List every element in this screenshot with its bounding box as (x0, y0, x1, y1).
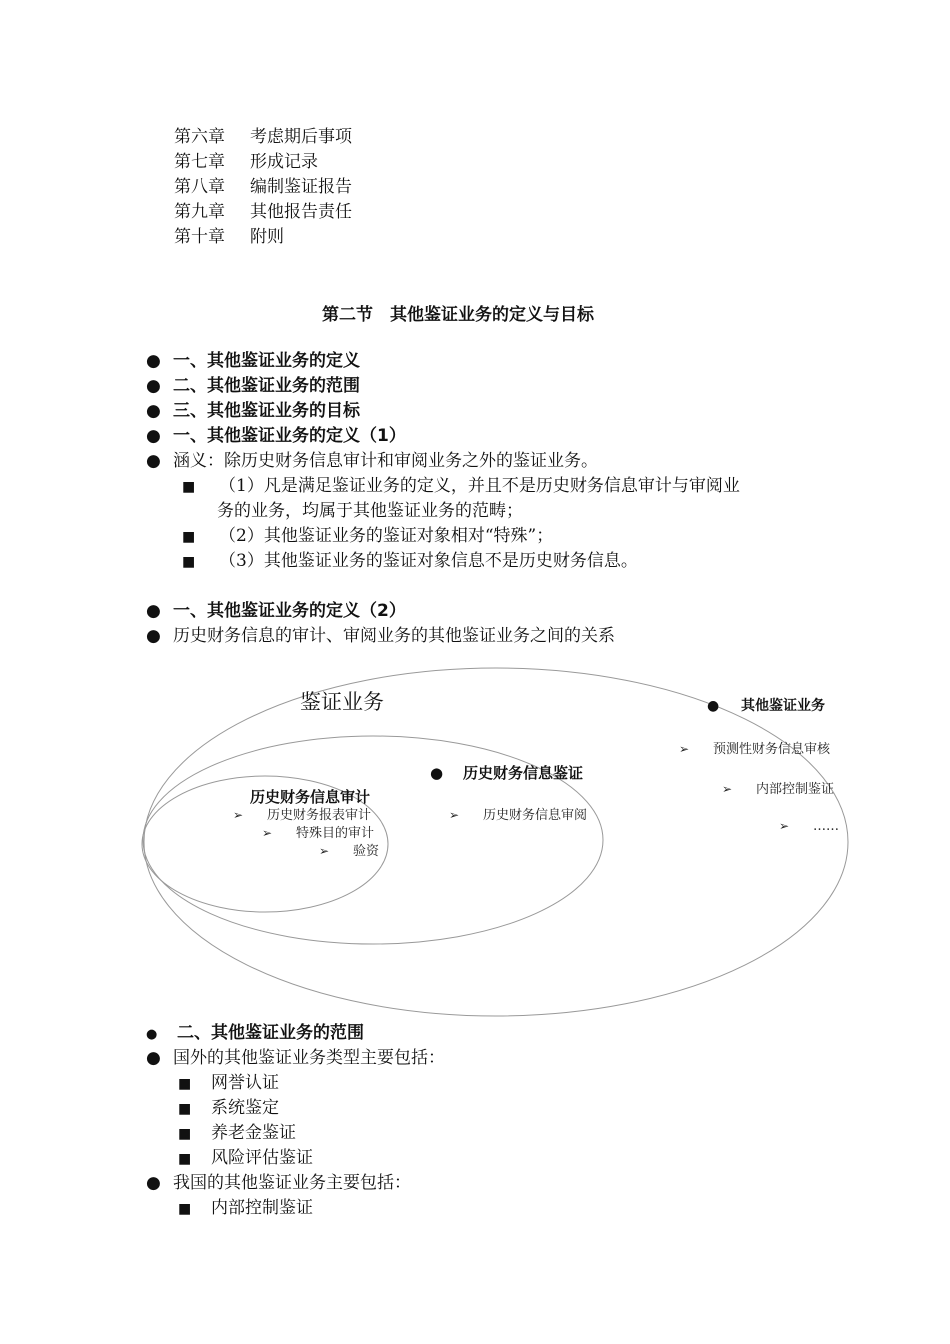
audit-item (262, 822, 374, 841)
chapter-title: 考虑期后事项 (250, 127, 352, 147)
bullet-icon: ● (707, 698, 720, 714)
audit-item-text: 历史财务报表审计 (267, 808, 372, 823)
outline-item (146, 424, 406, 449)
chapter-line (174, 225, 284, 250)
audit-item (233, 804, 371, 823)
bullet-icon: ● (146, 1048, 161, 1068)
arrow-icon: ➢ (722, 782, 733, 796)
foreign-item (178, 1096, 279, 1122)
chapter-line (174, 175, 352, 200)
bullet-icon: ● (146, 451, 161, 471)
arrow-icon: ➢ (262, 826, 273, 840)
domestic-item-text: 内部控制鉴证 (211, 1198, 313, 1218)
domestic-intro-text: 我国的其他鉴证业务主要包括： (173, 1173, 411, 1193)
chapter-title: 附则 (250, 227, 284, 247)
foreign-item-text: 网誉认证 (211, 1073, 279, 1093)
other-item-text: 预测性财务信息审核 (713, 742, 831, 757)
meaning-point-text: （3）其他鉴证业务的鉴证对象信息不是历史财务信息。 (219, 551, 638, 571)
foreign-intro-text: 国外的其他鉴证业务类型主要包括： (173, 1048, 445, 1068)
bullet-icon: ● (146, 1027, 158, 1042)
arrow-icon: ➢ (233, 808, 244, 822)
other-item (722, 778, 834, 797)
outline-item (146, 599, 406, 624)
chapter-line (174, 150, 318, 175)
square-bullet-icon: ■ (182, 554, 196, 570)
audit-item (319, 840, 379, 859)
venn-diagram (0, 660, 950, 1040)
hist-label-text: 历史财务信息鉴证 (463, 764, 584, 782)
hist-item (449, 804, 587, 823)
outline-text: 三、其他鉴证业务的目标 (173, 401, 360, 421)
foreign-item (178, 1071, 279, 1097)
foreign-item (178, 1121, 296, 1147)
square-bullet-icon: ■ (178, 1201, 192, 1217)
chapter-number: 第七章 (174, 152, 225, 172)
bullet-icon: ● (430, 764, 444, 782)
bullet-icon: ● (146, 351, 161, 371)
meaning-point-text: 务的业务，均属于其他鉴证业务的范畴； (217, 501, 523, 521)
hist-label (430, 762, 583, 783)
square-bullet-icon: ■ (178, 1151, 192, 1167)
other-label (707, 695, 825, 715)
square-bullet-icon: ■ (178, 1101, 192, 1117)
meaning-point (182, 474, 740, 500)
audit-item-text: 特殊目的审计 (296, 826, 375, 841)
chapter-number: 第九章 (174, 202, 225, 222)
meaning-point (182, 524, 553, 550)
scope-heading-text: 二、其他鉴证业务的范围 (177, 1023, 364, 1043)
domestic-intro (146, 1171, 411, 1196)
outline-text: 一、其他鉴证业务的定义 (173, 351, 360, 371)
bullet-icon: ● (146, 426, 161, 446)
section-title: 第二节 其他鉴证业务的定义与目标 (322, 305, 594, 325)
meaning-point-text: （1）凡是满足鉴证业务的定义，并且不是历史财务信息审计与审阅业 (219, 476, 740, 496)
outline-item (146, 374, 360, 399)
foreign-intro (146, 1046, 445, 1071)
relation-line (146, 624, 615, 649)
chapter-number: 第十章 (174, 227, 225, 247)
foreign-item (178, 1146, 313, 1172)
bullet-icon: ● (146, 1173, 161, 1193)
square-bullet-icon: ■ (178, 1126, 192, 1142)
domestic-item (178, 1196, 313, 1222)
other-item-text: 内部控制鉴证 (756, 782, 835, 797)
meaning-text: 涵义：除历史财务信息审计和审阅业务之外的鉴证业务。 (173, 451, 598, 471)
bullet-icon: ● (146, 376, 161, 396)
meaning-line (146, 449, 598, 474)
other-item-text: …… (813, 819, 839, 834)
meaning-point-continuation (217, 499, 523, 524)
bullet-icon: ● (146, 401, 161, 421)
arrow-icon: ➢ (779, 819, 790, 833)
square-bullet-icon: ■ (182, 479, 196, 495)
square-bullet-icon: ■ (178, 1076, 192, 1092)
outer-ellipse (144, 668, 848, 1016)
relation-text: 历史财务信息的审计、审阅业务的其他鉴证业务之间的关系 (173, 626, 615, 646)
outline-text: 一、其他鉴证业务的定义（2） (173, 601, 406, 621)
chapter-title: 编制鉴证报告 (250, 177, 352, 197)
chapter-line (174, 125, 352, 150)
outline-text: 一、其他鉴证业务的定义（1） (173, 426, 406, 446)
chapter-line (174, 200, 352, 225)
scope-heading (146, 1021, 364, 1047)
chapter-number: 第八章 (174, 177, 225, 197)
chapter-title: 形成记录 (250, 152, 318, 172)
bullet-icon: ● (146, 626, 161, 646)
outer-label: 鉴证业务 (300, 690, 384, 714)
meaning-point-text: （2）其他鉴证业务的鉴证对象相对“特殊”； (219, 526, 554, 546)
hist-item-text: 历史财务信息审阅 (483, 808, 588, 823)
audit-label: 历史财务信息审计 (250, 788, 371, 806)
other-item (779, 819, 839, 834)
arrow-icon: ➢ (449, 808, 460, 822)
outline-item (146, 399, 360, 424)
foreign-item-text: 风险评估鉴证 (211, 1148, 313, 1168)
other-label-text: 其他鉴证业务 (741, 698, 825, 714)
foreign-item-text: 养老金鉴证 (211, 1123, 296, 1143)
chapter-number: 第六章 (174, 127, 225, 147)
bullet-icon: ● (146, 601, 161, 621)
chapter-title: 其他报告责任 (250, 202, 352, 222)
other-item (679, 738, 830, 757)
outline-item (146, 349, 360, 374)
meaning-point (182, 549, 638, 575)
arrow-icon: ➢ (319, 844, 330, 858)
outline-text: 二、其他鉴证业务的范围 (173, 376, 360, 396)
foreign-item-text: 系统鉴定 (211, 1098, 279, 1118)
square-bullet-icon: ■ (182, 529, 196, 545)
audit-item-text: 验资 (353, 844, 380, 859)
arrow-icon: ➢ (679, 742, 690, 756)
